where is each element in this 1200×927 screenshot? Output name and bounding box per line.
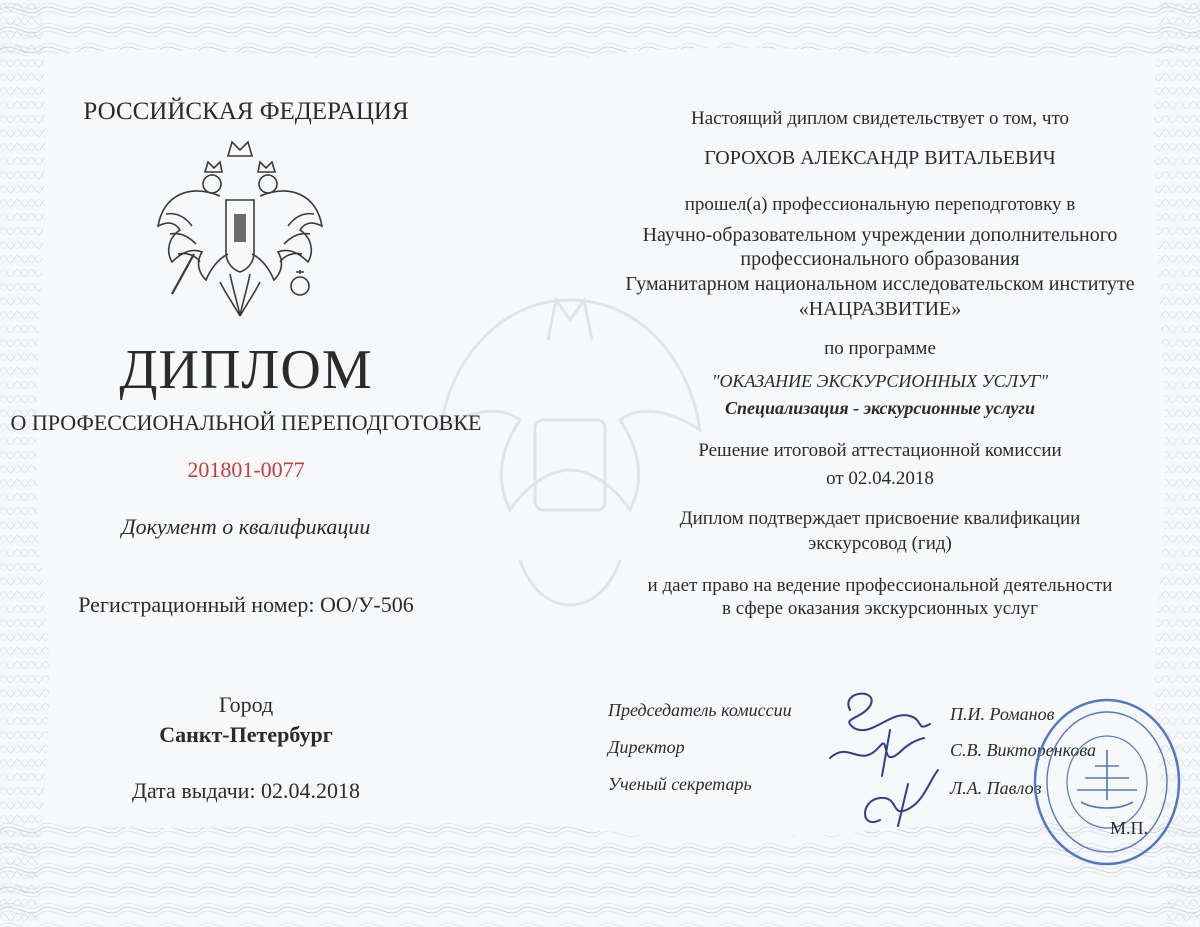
rights-line-2: в сфере оказания экскурсионных услуг [722, 598, 1038, 619]
passed-text: прошел(а) профессиональную переподготовку в [684, 194, 1076, 215]
program-name: "ОКАЗАНИЕ ЭКСКУРСИОННЫХ УСЛУГ" [711, 371, 1049, 391]
signature-name-secretary: Л.А. Павлов [950, 778, 1042, 798]
issue-date: Дата выдачи: 02.04.2018 [131, 778, 361, 803]
document-type-title: ДИПЛОМ [119, 339, 373, 401]
institution-line-3: Гуманитарном национальном исследовательском институте [625, 273, 1135, 295]
stamp-label: М.П. [1110, 818, 1149, 838]
country-title: РОССИЙСКАЯ ФЕДЕРАЦИЯ [83, 98, 409, 125]
city-label: Город [218, 692, 274, 717]
holder-name: ГОРОХОВ АЛЕКСАНДР ВИТАЛЬЕВИЧ [704, 147, 1056, 169]
program-label: по программе [824, 338, 936, 359]
city-value: Санкт-Петербург [159, 722, 333, 747]
qualification-name: экскурсовод (гид) [808, 533, 952, 554]
specialization: Специализация - экскурсионные услуги [725, 398, 1035, 418]
handwritten-signatures [820, 680, 950, 840]
official-seal [1015, 690, 1185, 875]
confirm-line-1: Диплом подтверждает присвоение квалификации [679, 508, 1081, 529]
document-subtype: О ПРОФЕССИОНАЛЬНОЙ ПЕРЕПОДГОТОВКЕ [10, 410, 482, 435]
serial-number: 201801-0077 [187, 457, 305, 482]
double-headed-eagle-icon [150, 134, 330, 324]
signature-name-chairman: П.И. Романов [950, 704, 1055, 724]
signature-name-director: С.В. Викторенкова [950, 740, 1097, 760]
decision-line-2: от 02.04.2018 [826, 468, 934, 489]
institution-line-4: «НАЦРАЗВИТИЕ» [798, 298, 962, 320]
signature-role-secretary: Ученый секретарь [608, 774, 752, 794]
institution-line-2: профессионального образования [740, 248, 1020, 270]
signature-role-director: Директор [608, 737, 685, 757]
rights-line-1: и дает право на ведение профессиональной деятельности [647, 575, 1113, 596]
signature-role-chairman: Председатель комиссии [608, 700, 792, 720]
qualification-document-label: Документ о квалификации [121, 514, 371, 539]
registration-number: Регистрационный номер: ОО/У-506 [78, 592, 414, 617]
decision-line-1: Решение итоговой аттестационной комиссии [698, 440, 1062, 461]
institution-line-1: Научно-образовательном учреждении дополнительного [642, 224, 1118, 246]
intro-text: Настоящий диплом свидетельствует о том, что [690, 108, 1070, 129]
